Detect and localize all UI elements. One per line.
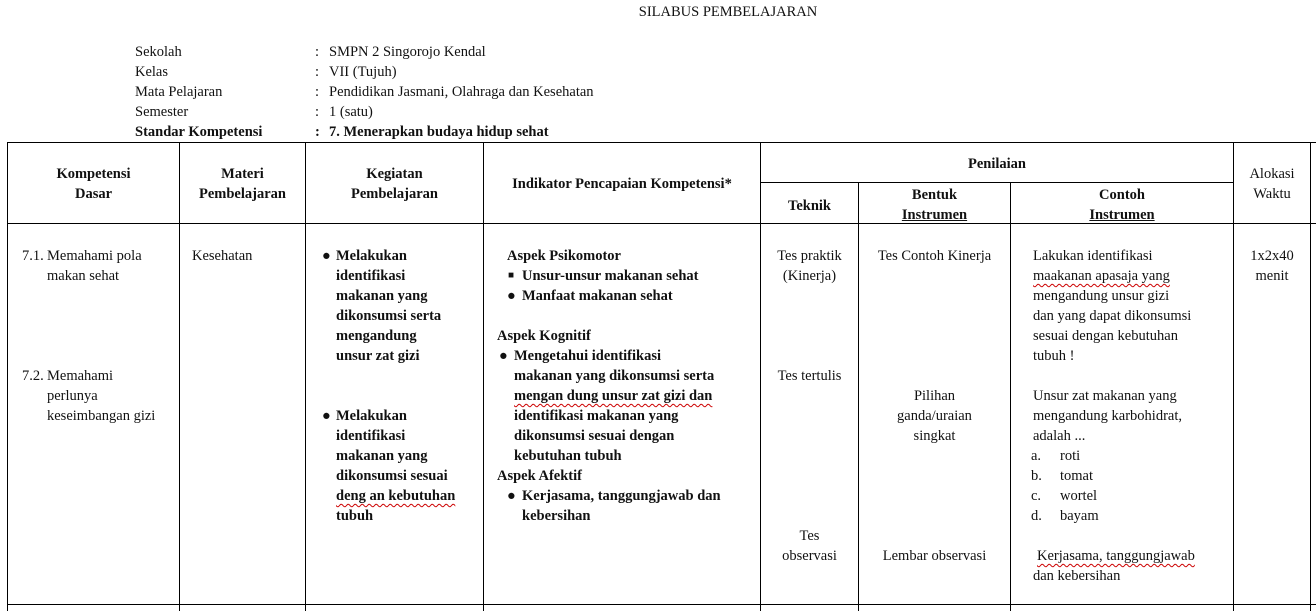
kegiatan-item-1: Melakukan identifikasi makanan yang dikonsumsi serta mengandung unsur zat gizi — [336, 248, 442, 364]
teknik-tertulis: Tes tertulis — [777, 368, 842, 384]
aspek-psikomotor-title: Aspek Psikomotor — [507, 248, 621, 264]
teknik-praktik: Tes praktik (Kinerja) — [777, 248, 842, 284]
header-indikator: Indikator Pencapaian Kompetensi* — [512, 176, 732, 192]
header-bentuk-instrumen: Bentuk Instrumen — [901, 187, 968, 223]
meta-value: Pendidikan Jasmani, Olahraga dan Kesehatan — [329, 84, 594, 100]
meta-key: Semester — [135, 104, 189, 120]
contoh-options — [1031, 446, 1099, 526]
teknik-observasi: Tes observasi — [782, 528, 837, 564]
psikomotor-item-1: Unsur-unsur makanan sehat — [522, 268, 699, 284]
bentuk-lembar-observasi: Lembar observasi — [882, 548, 987, 564]
meta-value: 1 (satu) — [329, 104, 373, 120]
kd-number-7-1: 7.1. — [22, 248, 44, 264]
option-a: a. roti — [1031, 448, 1081, 464]
afektif-item: Kerjasama, tanggungjawab dan kebersihan — [522, 488, 721, 524]
contoh-observasi: Kerjasama, tanggungjawab dan kebersihan — [1033, 548, 1195, 584]
kegiatan-item-2: Melakukan identifikasi makanan yang dikonsumsi sesuai deng an kebutuhan tubuh — [336, 408, 456, 524]
bullet-icon: ● — [322, 408, 331, 424]
option-c: c. wortel — [1031, 488, 1098, 504]
header-contoh-instrumen: Contoh Instrumen — [1089, 187, 1155, 223]
option-d: d. bayam — [1031, 508, 1099, 524]
kd-text-7-2: Memahami perlunya keseimbangan gizi — [47, 368, 156, 424]
contoh-kinerja: Lakukan identifikasi maakanan apasaja yang mengandung unsur gizi dan yang dapat dikonsumsi sesuai dengan kebutuhan tubuh ! — [1033, 248, 1192, 364]
syllabus-meta — [135, 42, 594, 142]
header-kegiatan: Kegiatan Pembelajaran — [351, 166, 438, 202]
header-alokasi-waktu: Alokasi Waktu — [1249, 166, 1295, 202]
header-teknik: Teknik — [788, 198, 831, 214]
kd-number-7-2: 7.2. — [22, 368, 44, 384]
square-bullet-icon: ■ — [508, 270, 515, 281]
document-title: SILABUS PEMBELAJARAN — [638, 4, 818, 20]
option-b: b. tomat — [1031, 468, 1094, 484]
meta-key: Sekolah — [135, 44, 182, 60]
meta-row-sekolah: Sekolah : SMPN 2 Singorojo Kendal — [135, 44, 486, 60]
bullet-icon: ● — [507, 288, 516, 304]
meta-value: SMPN 2 Singorojo Kendal — [329, 44, 486, 60]
header-materi: Materi Pembelajaran — [199, 166, 286, 202]
header-kompetensi-dasar: Kompetensi Dasar — [56, 166, 131, 202]
bullet-icon: ● — [322, 248, 331, 264]
meta-key: Kelas — [135, 64, 169, 80]
bullet-icon: ● — [507, 488, 516, 504]
meta-key: Standar Kompetensi — [135, 124, 263, 140]
meta-row-standar-kompetensi: Standar Kompetensi : 7. Menerapkan budaya hidup sehat — [135, 124, 549, 140]
bentuk-pilihan-ganda: Pilihan ganda/uraian singkat — [897, 388, 972, 444]
meta-row-mapel: Mata Pelajaran : Pendidikan Jasmani, Olahraga dan Kesehatan — [135, 84, 594, 100]
kognitif-item: Mengetahui identifikasi makanan yang dikonsumsi serta mengan dung unsur zat gizi dan identifikasi makanan yang dikonsumsi sesuai dengan kebutuhan tubuh — [514, 348, 715, 464]
aspek-kognitif-title: Aspek Kognitif — [497, 328, 591, 344]
header-penilaian: Penilaian — [967, 156, 1026, 172]
meta-key: Mata Pelajaran — [135, 84, 223, 100]
bentuk-kinerja: Tes Contoh Kinerja — [877, 248, 992, 264]
bullet-icon: ● — [499, 348, 508, 364]
meta-row-kelas: Kelas : VII (Tujuh) — [135, 64, 397, 80]
contoh-soal: Unsur zat makanan yang mengandung karbohidrat, adalah ... — [1033, 388, 1182, 444]
meta-row-semester: Semester : 1 (satu) — [135, 104, 373, 120]
materi-text: Kesehatan — [192, 248, 253, 264]
alokasi-waktu-value: 1x2x40 menit — [1250, 248, 1294, 284]
meta-value: VII (Tujuh) — [329, 64, 397, 80]
psikomotor-item-2: Manfaat makanan sehat — [522, 288, 673, 304]
meta-value: 7. Menerapkan budaya hidup sehat — [329, 124, 549, 140]
aspek-afektif-title: Aspek Afektif — [497, 468, 582, 484]
kd-text-7-1: Memahami pola makan sehat — [47, 248, 142, 284]
